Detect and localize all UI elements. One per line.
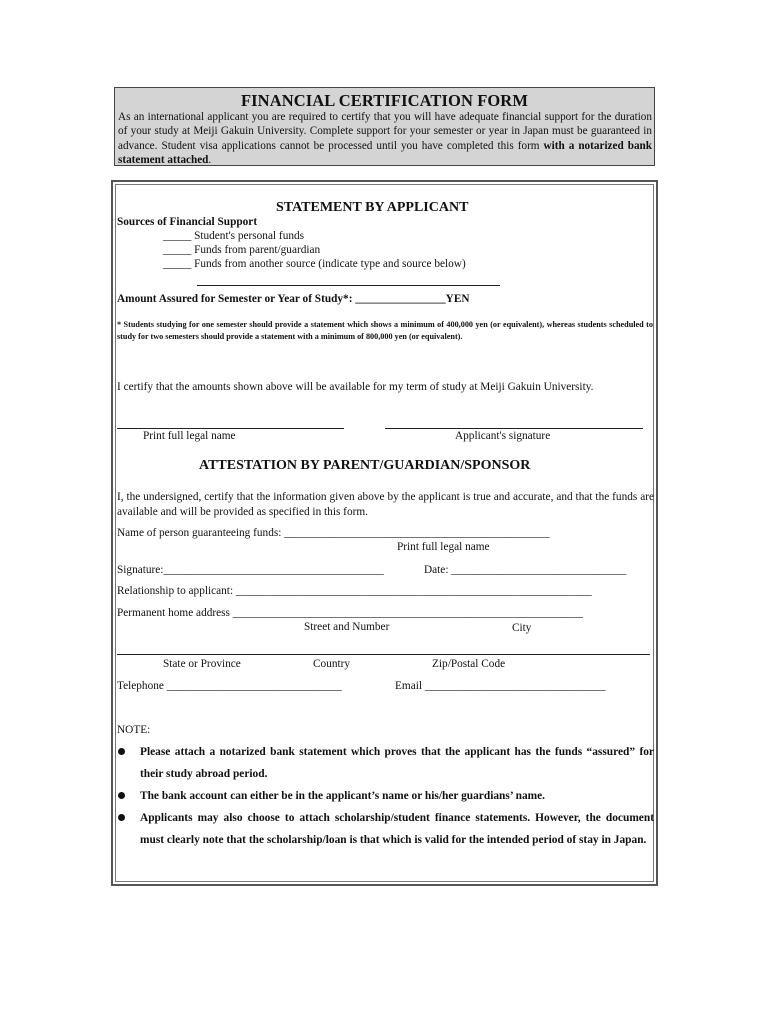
address-blank[interactable]: ______________________________________________________________ [232,607,583,619]
street-label: Street and Number [304,621,390,633]
guarantor-label: Name of person guaranteeing funds: [117,527,285,539]
intro-end: . [208,153,212,166]
guarantor-blank[interactable]: _______________________________________________ [284,527,550,539]
bullet-icon [118,814,125,821]
note-item-1: Please attach a notarized bank statement which proves that the applicant has the funds “assured” for their study abroad period. [140,746,654,780]
certify-text: I certify that the amounts shown above will be available for my term of study at Meiji Gakuin University. [117,381,594,393]
state-label: State or Province [163,658,241,670]
guarantor-row [117,527,550,539]
email-blank[interactable]: ________________________________ [424,680,606,692]
signature-blank[interactable]: _______________________________________ [163,564,384,576]
guarantor-print-name-label: Print full legal name [397,541,490,553]
attestation-text: I, the undersigned, certify that the information given above by the applicant is true and accurate, and that the funds are available and will be provided as specified in this form. [117,491,654,518]
form-title: FINANCIAL CERTIFICATION FORM [240,91,528,110]
amount-footnote: * Students studying for one semester should provide a statement which shows a minimum of 400,000 yen (or equivalent), whereas students scheduled to study for two semesters should provide a statement with a minimum of 800,000 yen (or equivalent). [117,320,653,341]
applicant-signature-line[interactable] [385,428,643,429]
date-blank[interactable]: _______________________________ [451,564,627,576]
bullet-icon [118,748,125,755]
option-parent-funds[interactable]: _____ Funds from parent/guardian [163,244,321,256]
note-item-3: Applicants may also choose to attach scholarship/student finance statements. However, the document must clearly note that the scholarship/loan is that which is valid for the intended period of stay in Japan. [140,812,654,846]
amount-label: Amount Assured for Semester or Year of Study*: [117,293,356,305]
address-line-2[interactable] [117,654,650,655]
note-item-2: The bank account can either be in the applicant’s name or his/her guardians’ name. [140,790,546,802]
telephone-blank[interactable]: _______________________________ [166,680,342,692]
address-row [117,607,583,619]
form-intro [118,110,652,167]
relationship-blank[interactable]: _______________________________________________________________ [235,585,592,597]
bullet-icon [118,792,125,799]
option-personal-funds[interactable]: _____ Student's personal funds [163,230,305,242]
date-row [424,564,626,576]
email-row [395,680,606,692]
telephone-row [117,680,342,692]
date-label: Date: [424,564,452,576]
email-label: Email [395,680,425,692]
note-label: NOTE: [117,724,151,736]
zip-label: Zip/Postal Code [432,658,506,670]
intro-bold-text: with a notarized bank statement attached [118,139,652,166]
relationship-label: Relationship to applicant: [117,585,236,597]
amount-unit: YEN [445,293,470,305]
country-label: Country [313,658,351,670]
statement-heading: STATEMENT BY APPLICANT [276,200,469,215]
print-name-label: Print full legal name [143,430,236,442]
signature-label: Signature: [117,564,164,576]
telephone-label: Telephone [117,680,167,692]
signature-row [117,564,384,576]
applicant-name-line[interactable] [117,428,344,429]
option-other-source[interactable]: _____ Funds from another source (indicate type and source below) [163,258,466,270]
relationship-row [117,585,592,597]
amount-assured-row [117,293,470,305]
amount-blank[interactable]: ________________ [355,293,446,305]
sources-label: Sources of Financial Support [117,216,258,228]
attestation-heading: ATTESTATION BY PARENT/GUARDIAN/SPONSOR [199,458,531,473]
other-source-line[interactable] [197,285,500,286]
intro-text: As an international applicant you are required to certify that you will have adequate financial support for the duration of your study at Meiji Gakuin University. Complete support for your semester or year in Japan must be guaranteed in advance. Student visa applications cannot be processed until you have completed this form [118,111,652,152]
applicant-signature-label: Applicant's signature [455,430,551,442]
city-label: City [512,622,532,634]
address-label: Permanent home address [117,607,233,619]
form-header [114,87,655,166]
